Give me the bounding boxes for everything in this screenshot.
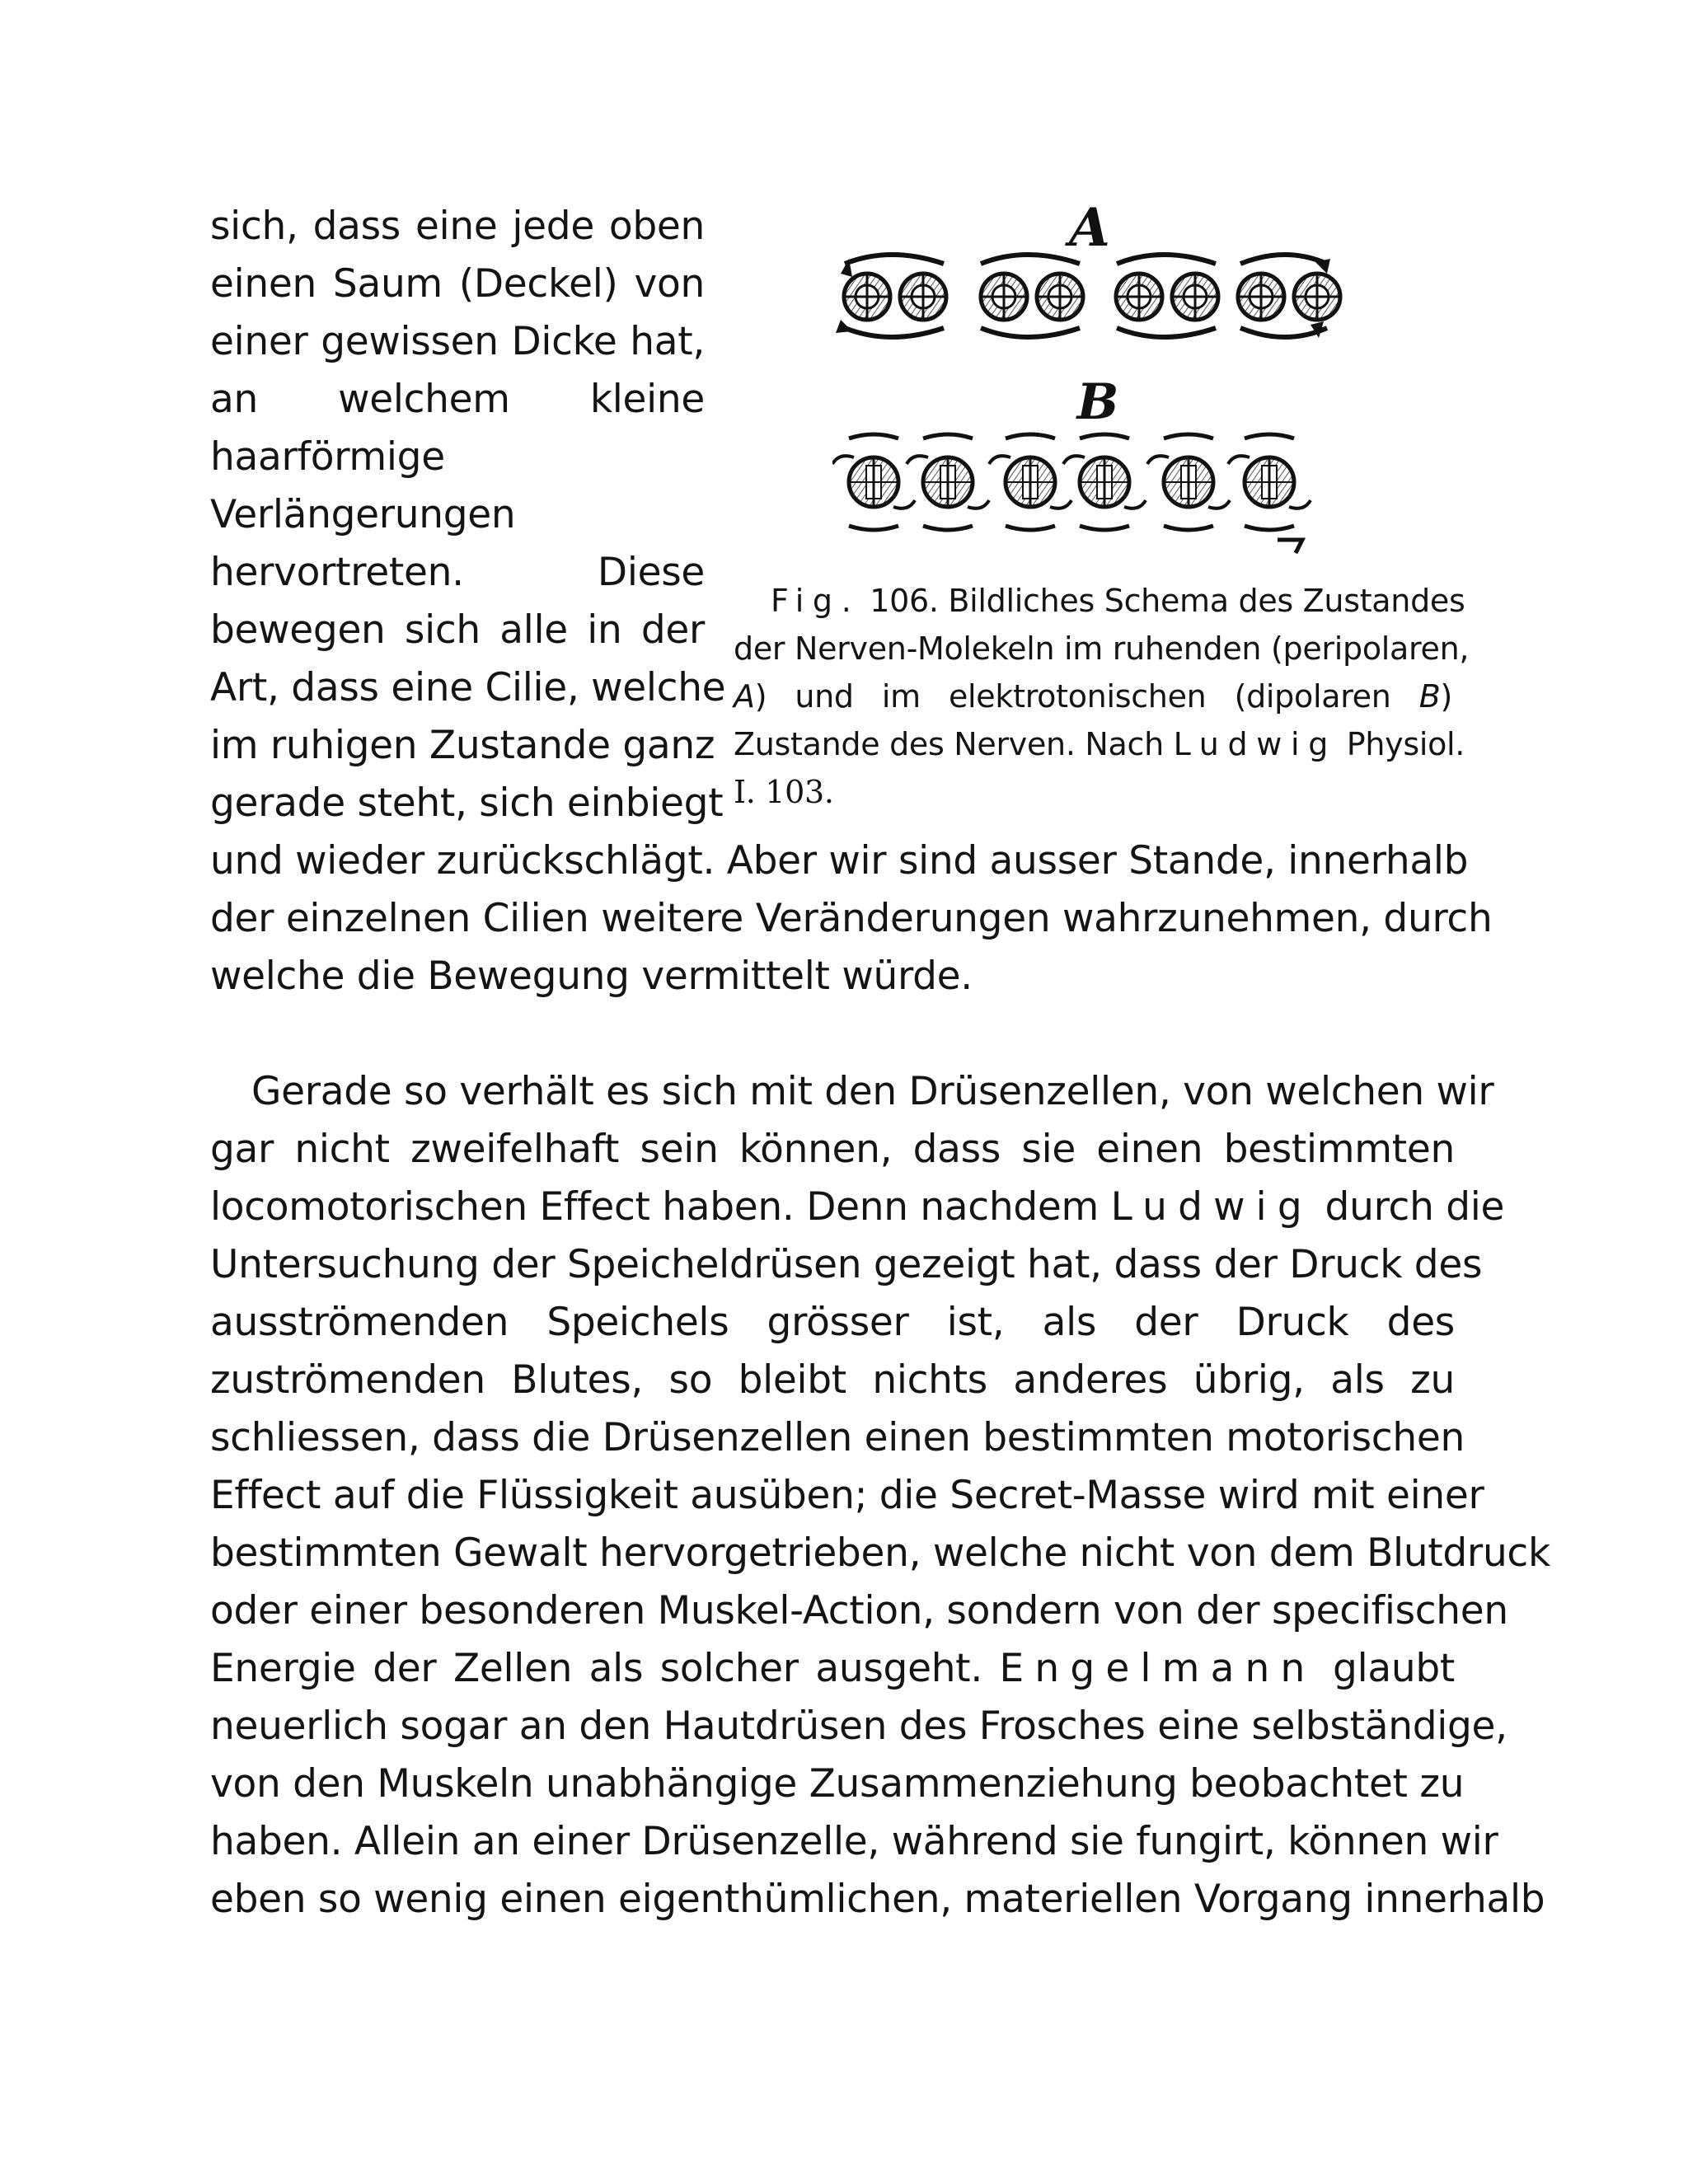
text-line: bewegen sich alle in der bbox=[210, 607, 705, 653]
caption-line-3: A) und im elektrotonischen (dipolaren B) bbox=[734, 678, 1452, 715]
text-line: an welchem kleine bbox=[210, 377, 705, 422]
text-line: zuströmenden Blutes, so bleibt nichts anderes übrig, als zu bbox=[210, 1357, 1455, 1403]
text-line: einer gewissen Dicke hat, bbox=[210, 319, 705, 364]
nerve-molecule-diagram bbox=[832, 198, 1343, 577]
caption-line-1: Fig. 106. Bildliches Schema des Zustandes bbox=[771, 583, 1465, 619]
caption-line-4: Zustande des Nerven. Nach Ludwig Physiol. bbox=[734, 726, 1465, 762]
text-line: Verlängerungen bbox=[210, 492, 516, 537]
text-line: ausströmenden Speichels grösser ist, als der Druck des bbox=[210, 1300, 1455, 1345]
text-line: Untersuchung der Speicheldrüsen gezeigt hat, dass der Druck des bbox=[210, 1242, 1483, 1287]
figure-106-illustration bbox=[832, 198, 1343, 577]
text-line: gar nicht zweifelhaft sein können, dass sie einen bestimmten bbox=[210, 1127, 1455, 1172]
text-line: und wieder zurückschlägt. Aber wir sind ausser Stande, innerhalb bbox=[210, 838, 1469, 883]
row-b-molecules bbox=[832, 434, 1311, 553]
row-a-molecules bbox=[836, 255, 1340, 338]
figure-label-b: B bbox=[1076, 373, 1119, 431]
text-line: Effect auf die Flüssigkeit ausüben; die Secret-Masse wird mit einer bbox=[210, 1473, 1484, 1518]
text-line: schliessen, dass die Drüsenzellen einen bestimmten motorischen bbox=[210, 1415, 1465, 1460]
text-line: von den Muskeln unabhängige Zusammenziehung beobachtet zu bbox=[210, 1761, 1465, 1807]
text-line: oder einer besonderen Muskel-Action, sondern von der specifischen bbox=[210, 1588, 1508, 1633]
text-line: einen Saum (Deckel) von bbox=[210, 261, 705, 307]
text-line: haarförmige bbox=[210, 434, 445, 480]
caption-line-5: I. 103. bbox=[734, 774, 834, 810]
text-line: sich, dass eine jede oben bbox=[210, 204, 705, 249]
figure-label-a: A bbox=[1069, 198, 1110, 259]
text-line: locomotorischen Effect haben. Denn nachdem Ludwig durch die bbox=[210, 1184, 1505, 1230]
text-line: bestimmten Gewalt hervorgetrieben, welche nicht von dem Blutdruck bbox=[210, 1530, 1550, 1576]
text-line: Energie der Zellen als solcher ausgeht. Engelmann glaubt bbox=[210, 1646, 1455, 1691]
text-line: hervortreten. Diese bbox=[210, 550, 705, 595]
text-line: neuerlich sogar an den Hautdrüsen des Frosches eine selbständige, bbox=[210, 1704, 1507, 1749]
text-line: Gerade so verhält es sich mit den Drüsenzellen, von welchen wir bbox=[251, 1069, 1494, 1114]
text-line: haben. Allein an einer Drüsenzelle, während sie fungirt, können wir bbox=[210, 1819, 1498, 1864]
caption-line-2: der Nerven-Molekeln im ruhenden (peripolaren, bbox=[734, 630, 1470, 667]
text-line: der einzelnen Cilien weitere Veränderungen wahrzunehmen, durch bbox=[210, 896, 1493, 941]
text-line: im ruhigen Zustande ganz bbox=[210, 723, 715, 768]
text-line: welche die Bewegung vermittelt würde. bbox=[210, 954, 973, 999]
text-line: Art, dass eine Cilie, welche bbox=[210, 665, 726, 710]
text-line: eben so wenig einen eigenthümlichen, materiellen Vorgang innerhalb bbox=[210, 1877, 1545, 1922]
text-line: gerade steht, sich einbiegt bbox=[210, 780, 724, 826]
